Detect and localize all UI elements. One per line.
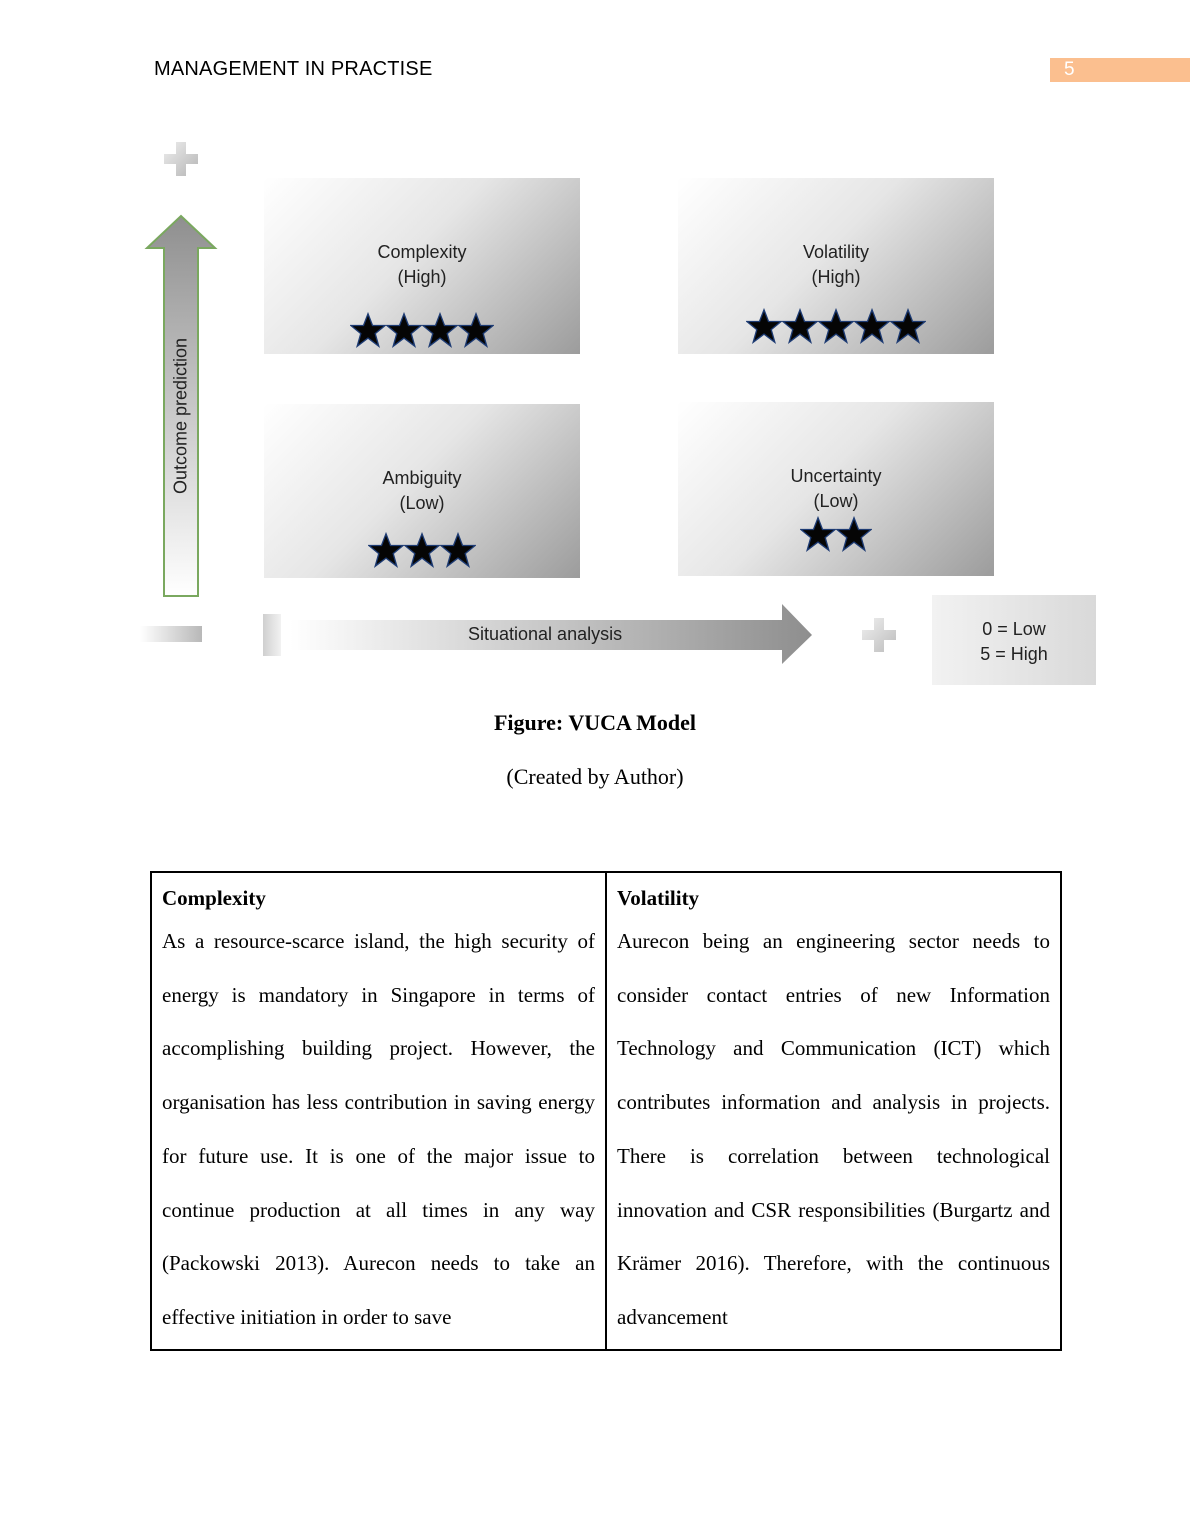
star-icon — [818, 308, 854, 344]
quadrant-volatility — [678, 178, 994, 354]
star-icon — [368, 532, 404, 568]
figure-caption-title: Figure: VUCA Model — [493, 710, 697, 735]
quadrant-ambiguity — [264, 404, 580, 578]
plus-icon — [860, 616, 898, 654]
figure-caption-source: (Created by Author) — [506, 764, 684, 789]
page-number: 5 — [1050, 58, 1190, 82]
vuca-table — [150, 871, 1062, 1351]
star-icon — [800, 516, 836, 552]
star-icon — [440, 532, 476, 568]
table-row — [151, 872, 1061, 1350]
legend-high: 5 = High — [980, 644, 1048, 664]
vuca-figure — [0, 0, 1190, 700]
quadrant-complexity — [264, 178, 580, 354]
star-rating — [264, 532, 580, 568]
x-axis-label: Situational analysis — [468, 624, 623, 644]
plus-icon — [162, 140, 200, 178]
y-axis-label: Outcome prediction — [170, 337, 191, 495]
legend-low: 0 = Low — [982, 619, 1046, 639]
star-icon — [386, 312, 422, 348]
star-icon — [854, 308, 890, 344]
star-rating — [678, 308, 994, 344]
quadrant-name: Ambiguity — [382, 468, 462, 488]
quadrant-label — [264, 240, 580, 290]
quadrant-level: (Low) — [399, 493, 445, 513]
star-rating — [264, 312, 580, 348]
running-header-title: MANAGEMENT IN PRACTISE — [154, 58, 433, 80]
cell-heading: Complexity — [162, 886, 266, 910]
quadrant-level: (Low) — [813, 491, 859, 511]
quadrant-name: Uncertainty — [790, 466, 882, 486]
rating-legend — [932, 595, 1096, 685]
star-icon — [782, 308, 818, 344]
quadrant-name: Volatility — [802, 242, 870, 262]
star-rating — [678, 516, 994, 552]
star-icon — [404, 532, 440, 568]
star-icon — [350, 312, 386, 348]
quadrant-label — [264, 466, 580, 516]
star-icon — [890, 308, 926, 344]
minus-icon — [140, 624, 204, 644]
quadrant-uncertainty — [678, 402, 994, 576]
table-cell-complexity — [151, 872, 606, 1350]
cell-heading: Volatility — [617, 886, 700, 910]
quadrant-label — [678, 464, 994, 514]
quadrant-name: Complexity — [377, 242, 467, 262]
quadrant-label — [678, 240, 994, 290]
table-cell-volatility — [606, 872, 1061, 1350]
cell-body: As a resource-scarce island, the high security of energy is mandatory in Singapore in terms of accomplishing building project. However, the organisation has less contribution in saving energy for future use. It is one of the major issue to continue production at all times in any way (Packowski 2013). Aurecon needs to take an effective initiation in order to save — [162, 929, 595, 1329]
cell-body: Aurecon being an engineering sector needs to consider contact entries of new Information Technology and Communication (ICT) which contributes information and analysis in projects. There is correlation between technological innovation and CSR responsibilities (Burgartz and Krämer 2016). Therefore, with the continuous advancement — [617, 929, 1050, 1329]
quadrant-level: (High) — [811, 267, 861, 287]
star-icon — [836, 516, 872, 552]
star-icon — [422, 312, 458, 348]
star-icon — [458, 312, 494, 348]
star-icon — [746, 308, 782, 344]
quadrant-level: (High) — [397, 267, 447, 287]
